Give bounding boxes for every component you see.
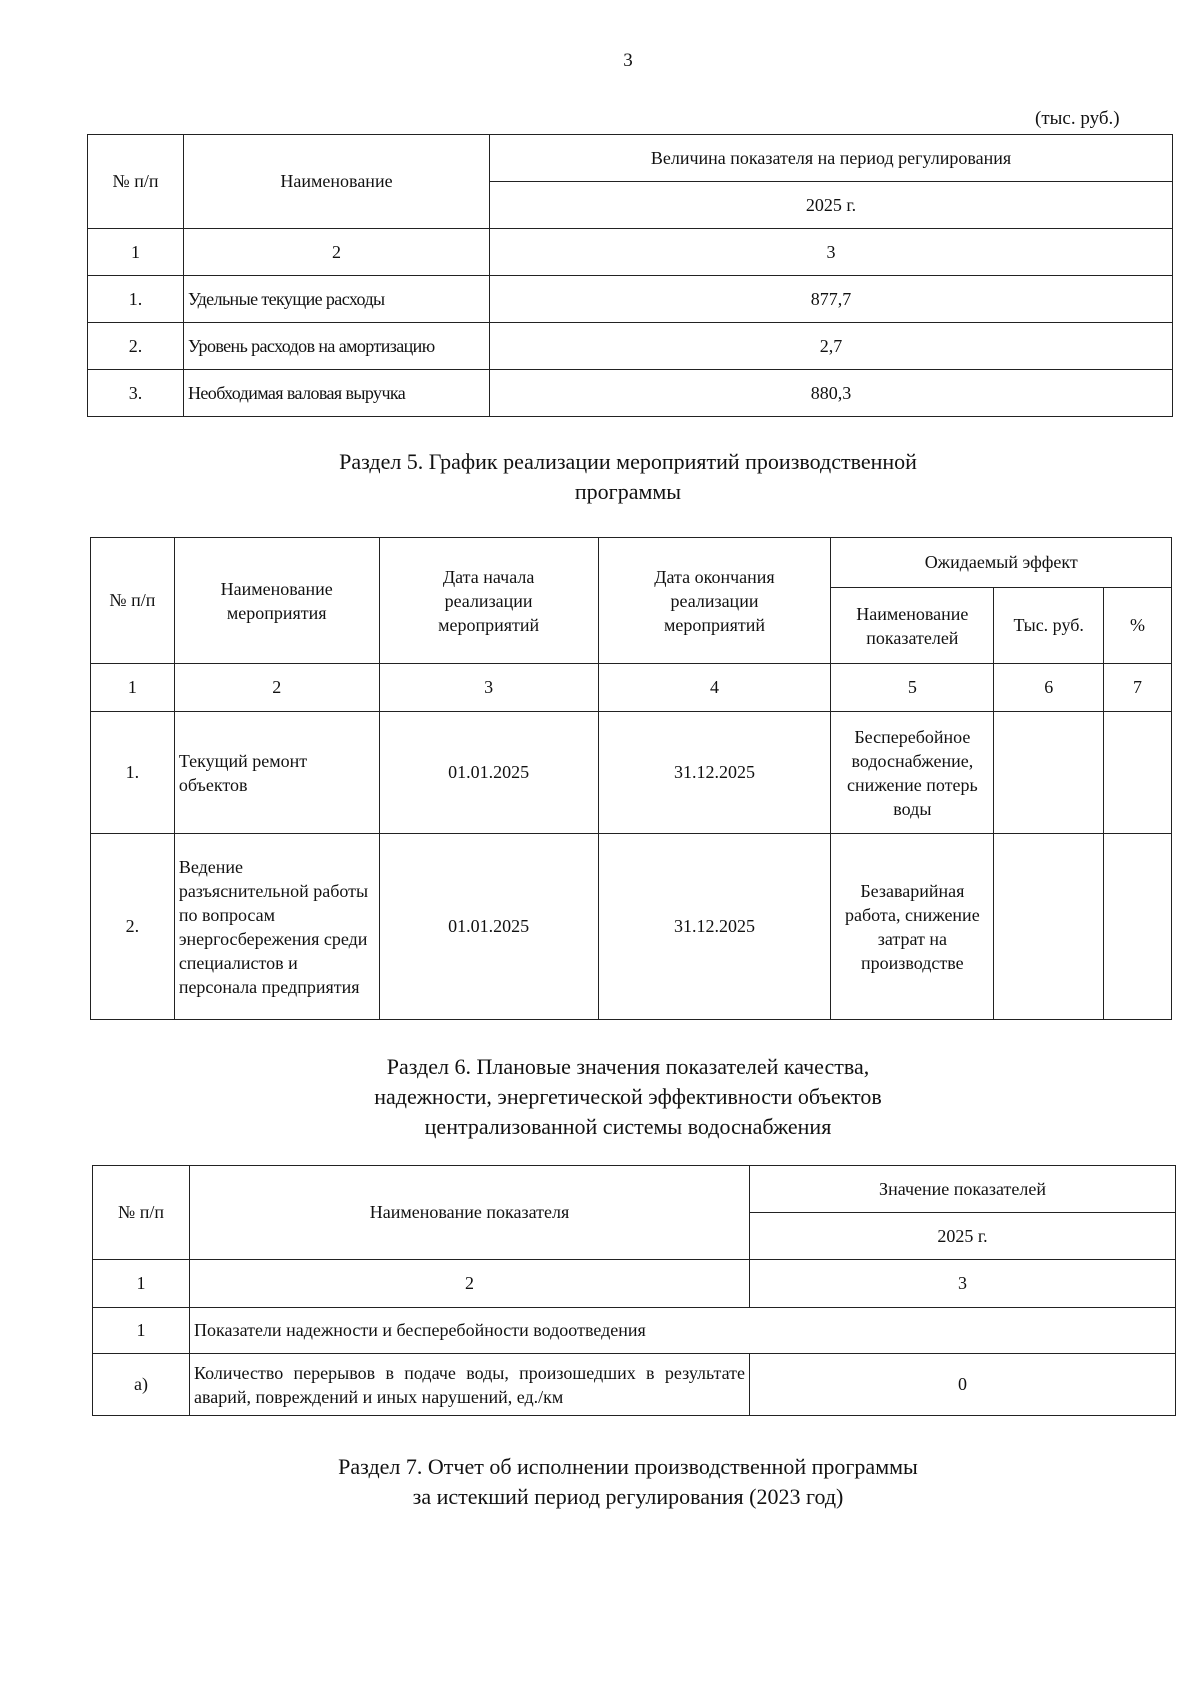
table1-header-num: № п/п (88, 135, 184, 229)
table1-header-year: 2025 г. (490, 182, 1173, 229)
row-name: Текущий ремонт объектов (174, 712, 379, 834)
table2-header-percent: % (1104, 588, 1172, 664)
group-num: 1 (93, 1308, 190, 1354)
schedule-table (90, 537, 1172, 1020)
section5-title-line: программы (574, 479, 682, 504)
row-value: 880,3 (490, 370, 1173, 417)
section7-title-line: Раздел 7. Отчет об исполнении производственной программы (338, 1454, 918, 1479)
row-end-date: 31.12.2025 (598, 712, 831, 834)
row-effect: Безаварийная работа, снижение затрат на производстве (831, 834, 994, 1020)
table-row (88, 276, 1173, 323)
table-row (93, 1308, 1176, 1354)
table-row (88, 323, 1173, 370)
table2-col-index: 4 (598, 664, 831, 712)
row-name: Удельные текущие расходы (184, 276, 490, 323)
table1-col-index: 1 (88, 229, 184, 276)
table-row (91, 834, 1172, 1020)
row-percent (1104, 712, 1172, 834)
units-label: (тыс. руб.) (1035, 108, 1120, 129)
section7-title-line: за истекший период регулирования (2023 год) (412, 1484, 844, 1509)
quality-indicators-table (92, 1165, 1176, 1416)
table3-col-index: 3 (750, 1260, 1176, 1308)
table-row (93, 1354, 1176, 1416)
row-num: 2. (88, 323, 184, 370)
row-start-date: 01.01.2025 (379, 712, 598, 834)
table3-col-index: 2 (190, 1260, 750, 1308)
row-num: 2. (91, 834, 175, 1020)
table1-col-index: 2 (184, 229, 490, 276)
row-percent (1104, 834, 1172, 1020)
table3-header-year: 2025 г. (750, 1213, 1176, 1260)
table2-col-index: 5 (831, 664, 994, 712)
table-row (88, 370, 1173, 417)
row-end-date: 31.12.2025 (598, 834, 831, 1020)
row-num: 1. (88, 276, 184, 323)
section6-title-line: Раздел 6. Плановые значения показателей качества, (386, 1054, 870, 1079)
table3-col-index: 1 (93, 1260, 190, 1308)
table2-header-effect: Ожидаемый эффект (831, 538, 1172, 588)
table1-header-name: Наименование (184, 135, 490, 229)
table1-header-value: Величина показателя на период регулирования (490, 135, 1173, 182)
row-value: 0 (750, 1354, 1176, 1416)
table2-col-index: 1 (91, 664, 175, 712)
table2-header-num: № п/п (91, 538, 175, 664)
table2-col-index: 7 (1104, 664, 1172, 712)
row-num: 3. (88, 370, 184, 417)
section7-title (0, 1452, 1200, 1512)
section5-title-line: Раздел 5. График реализации мероприятий производственной (339, 449, 917, 474)
row-value: 877,7 (490, 276, 1173, 323)
row-name: Ведение разъяснительной работы по вопросам энергосбережения среди специалистов и персонала предприятия (174, 834, 379, 1020)
table2-header-thousand-rub: Тыс. руб. (994, 588, 1104, 664)
row-name: Количество перерывов в подаче воды, произошедших в результате аварий, повреждений и иных нарушений, ед./км (190, 1354, 750, 1416)
row-name: Уровень расходов на амортизацию (184, 323, 490, 370)
row-effect: Бесперебойное водоснабжение, снижение потерь воды (831, 712, 994, 834)
table-row (91, 712, 1172, 834)
table2-col-index: 2 (174, 664, 379, 712)
row-num: 1. (91, 712, 175, 834)
row-thousand-rub (994, 712, 1104, 834)
row-start-date: 01.01.2025 (379, 834, 598, 1020)
table2-header-indicators: Наименование показателей (831, 588, 994, 664)
table2-header-name: Наименование мероприятия (174, 538, 379, 664)
page-number: 3 (623, 50, 633, 71)
section6-title-line: централизованной системы водоснабжения (424, 1114, 832, 1139)
row-num: а) (93, 1354, 190, 1416)
table1-col-index: 3 (490, 229, 1173, 276)
row-thousand-rub (994, 834, 1104, 1020)
section6-title (0, 1052, 1200, 1142)
table2-header-end: Дата окончания реализации мероприятий (598, 538, 831, 664)
row-name: Необходимая валовая выручка (184, 370, 490, 417)
table2-col-index: 3 (379, 664, 598, 712)
indicators-table (87, 134, 1173, 417)
table2-header-start: Дата начала реализации мероприятий (379, 538, 598, 664)
table2-col-index: 6 (994, 664, 1104, 712)
row-value: 2,7 (490, 323, 1173, 370)
section6-title-line: надежности, энергетической эффективности объектов (374, 1084, 882, 1109)
group-name: Показатели надежности и бесперебойности водоотведения (190, 1308, 1176, 1354)
table3-header-num: № п/п (93, 1166, 190, 1260)
table3-header-name: Наименование показателя (190, 1166, 750, 1260)
section5-title (0, 447, 1200, 507)
table3-header-value: Значение показателей (750, 1166, 1176, 1213)
